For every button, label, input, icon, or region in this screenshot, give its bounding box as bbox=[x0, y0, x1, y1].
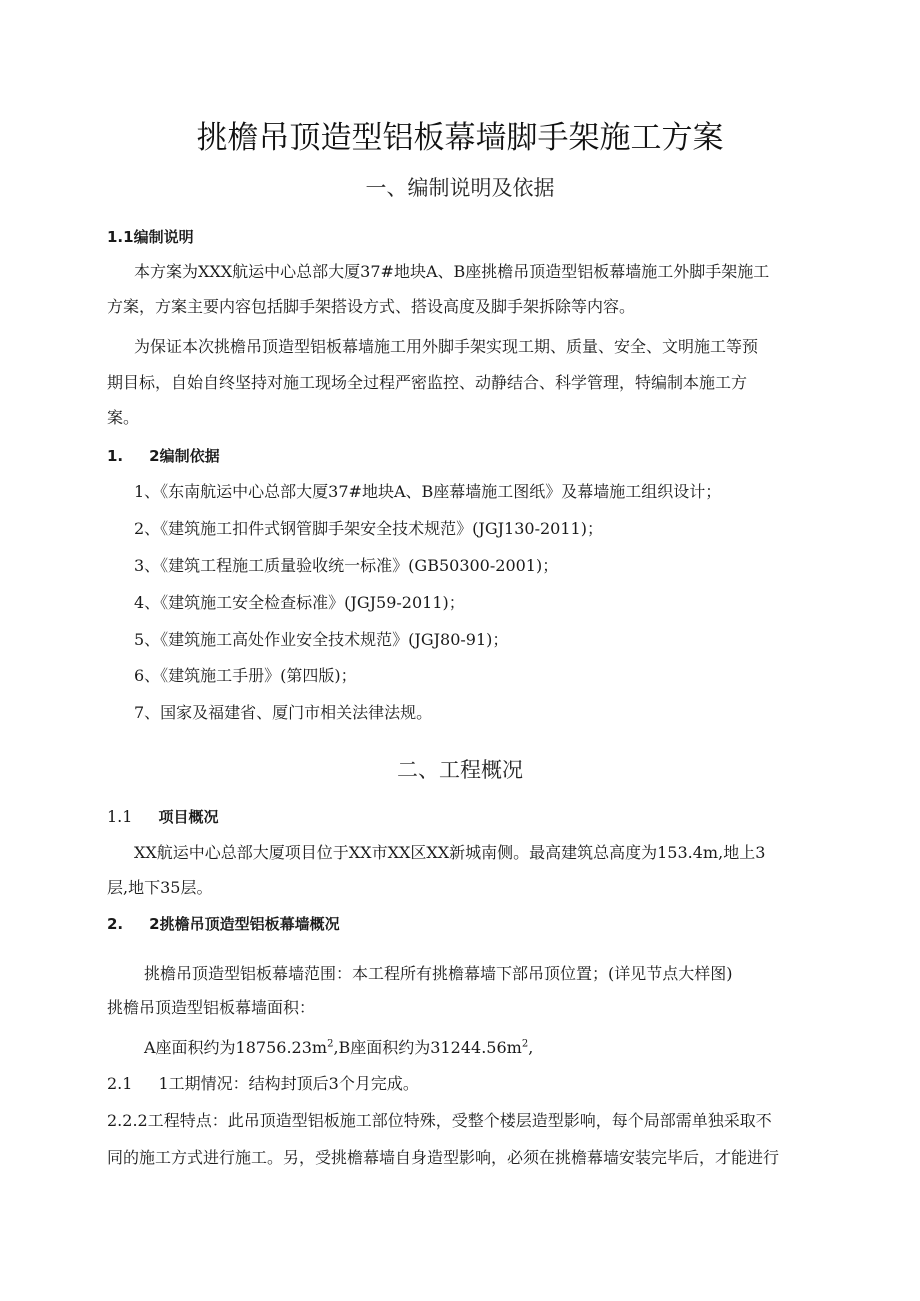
reference-item: 5、《建筑施工高处作业安全技术规范》(JGJ80-91)； bbox=[134, 630, 509, 649]
schedule-text: 1工期情况：结构封顶后3个月完成。 bbox=[158, 1074, 419, 1093]
paragraph-line: 层,地下35层。 bbox=[107, 878, 213, 897]
subsection-number: 2.1 bbox=[107, 1074, 133, 1093]
subsection-label-2-2 bbox=[107, 914, 340, 934]
paragraph-line: 本方案为XXX航运中心总部大厦37#地块A、B座挑檐吊顶造型铝板幕墙施工外脚手架施工 bbox=[134, 262, 770, 281]
subsection-label-2-1 bbox=[107, 807, 218, 827]
paragraph-line: 为保证本次挑檐吊顶造型铝板幕墙施工用外脚手架实现工期、质量、安全、文明施工等预 bbox=[134, 337, 759, 356]
area-line bbox=[144, 1038, 533, 1058]
superscript: 2 bbox=[327, 1038, 334, 1050]
paragraph-line: 挑檐吊顶造型铝板幕墙面积： bbox=[107, 998, 316, 1017]
paragraph-line: 同的施工方式进行施工。另，受挑檐幕墙自身造型影响，必须在挑檐幕墙安装完毕后，才能进行 bbox=[107, 1148, 780, 1167]
subsection-number: 1. bbox=[107, 447, 124, 465]
reference-item: 4、《建筑施工安全检查标准》(JGJ59-2011)； bbox=[134, 593, 465, 612]
reference-item: 7、国家及福建省、厦门市相关法律法规。 bbox=[134, 703, 433, 722]
reference-item: 2、《建筑施工扣件式钢管脚手架安全技术规范》(JGJ130-2011)； bbox=[134, 519, 603, 538]
section-heading-2: 二、工程概况 bbox=[397, 758, 523, 782]
area-b-text: ,B座面积约为31244.56m bbox=[333, 1038, 522, 1057]
area-end: , bbox=[528, 1038, 534, 1057]
area-a-text: A座面积约为18756.23m bbox=[144, 1038, 328, 1057]
superscript: 2 bbox=[521, 1038, 529, 1050]
reference-item: 6、《建筑施工手册》(第四版)； bbox=[134, 666, 357, 685]
paragraph-line: XX航运中心总部大厦项目位于XX市XX区XX新城南侧。最高建筑总高度为153.4m,地上3 bbox=[134, 843, 766, 862]
subsection-text: 2编制依据 bbox=[149, 447, 220, 465]
paragraph-line: 方案，方案主要内容包括脚手架搭设方式、搭设高度及脚手架拆除等内容。 bbox=[107, 297, 636, 316]
subsection-label-1-2 bbox=[107, 446, 220, 466]
subsection-label-1-1: 1.1编制说明 bbox=[107, 228, 194, 246]
section-heading-1: 一、编制说明及依据 bbox=[365, 176, 555, 200]
paragraph-line: 案。 bbox=[107, 408, 140, 427]
reference-item: 3、《建筑工程施工质量验收统一标准》(GB50300-2001)； bbox=[134, 556, 559, 575]
subsection-number: 2. bbox=[107, 915, 124, 933]
subsection-text: 2挑檐吊顶造型铝板幕墙概况 bbox=[149, 915, 340, 933]
subsection-number: 1.1 bbox=[107, 807, 133, 826]
paragraph-line: 期目标，自始自终坚持对施工现场全过程严密监控、动静结合、科学管理，特编制本施工方 bbox=[107, 373, 748, 392]
subsection-text: 项目概况 bbox=[158, 808, 219, 826]
paragraph-line: 2.2.2工程特点：此吊顶造型铝板施工部位特殊，受整个楼层造型影响，每个局部需单独采取不 bbox=[107, 1111, 772, 1130]
document-title: 挑檐吊顶造型铝板幕墙脚手架施工方案 bbox=[196, 120, 724, 156]
schedule-line bbox=[107, 1074, 419, 1094]
paragraph-line: 挑檐吊顶造型铝板幕墙范围：本工程所有挑檐幕墙下部吊顶位置；(详见节点大样图) bbox=[144, 964, 733, 983]
reference-item: 1、《东南航运中心总部大厦37#地块A、B座幕墙施工图纸》及幕墙施工组织设计； bbox=[134, 482, 722, 501]
